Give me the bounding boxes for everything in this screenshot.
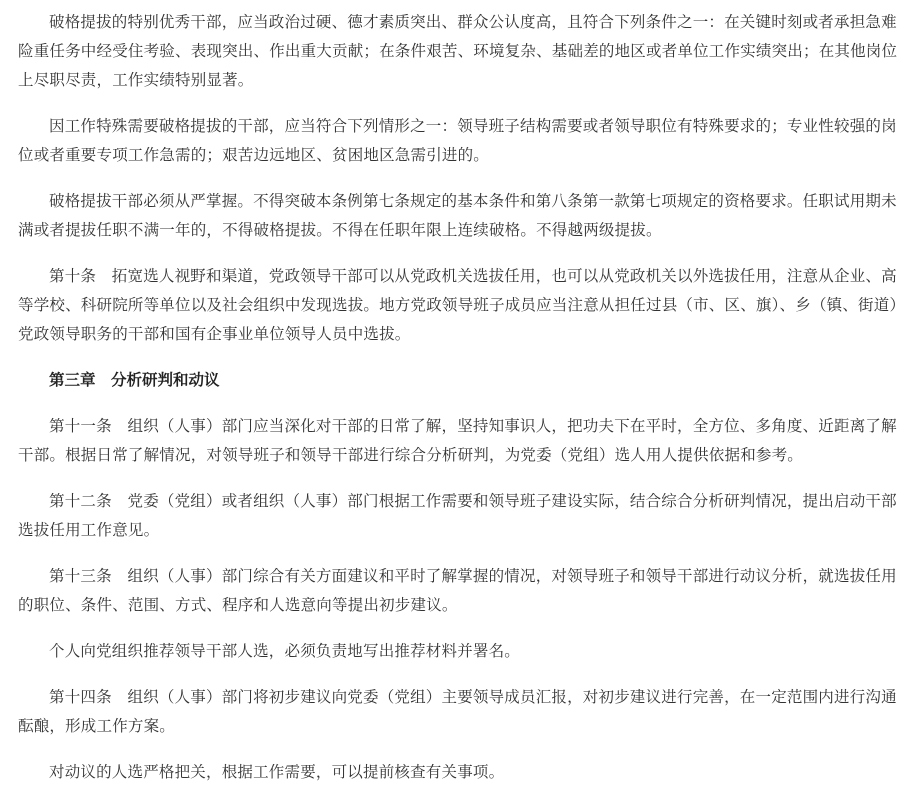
paragraph-gap: [18, 245, 912, 262]
paragraph-gap: [18, 545, 912, 562]
paragraph-gap: [18, 395, 912, 412]
paragraph-gap: [18, 349, 912, 366]
paragraph-gap: [18, 170, 912, 187]
paragraph-gap: [18, 95, 912, 112]
paragraph-candidate-review: 对动议的人选严格把关，根据工作需要，可以提前核查有关事项。: [49, 763, 505, 781]
paragraph-article-13: 第十三条 组织（人事）部门综合有关方面建议和平时了解掌握的情况，对领导班子和领导干部进行动议分析，就选拔任用的职位、条件、范围、方式、程序和人选意向等提出初步建议。: [18, 567, 897, 614]
paragraph-gap: [18, 666, 912, 683]
paragraph-gap: [18, 741, 912, 758]
paragraph-special-needs-promotion: 因工作特殊需要破格提拔的干部，应当符合下列情形之一：领导班子结构需要或者领导职位有特殊要求的；专业性较强的岗位或者重要专项工作急需的；艰苦边远地区、贫困地区急需引进的。: [18, 117, 897, 164]
paragraph-article-14: 第十四条 组织（人事）部门将初步建议向党委（党组）主要领导成员汇报，对初步建议进行完善，在一定范围内进行沟通酝酿，形成工作方案。: [18, 688, 897, 735]
chapter-heading: 第三章 分析研判和动议: [49, 371, 220, 389]
paragraph-personal-recommendation: 个人向党组织推荐领导干部人选，必须负责地写出推荐材料并署名。: [49, 642, 521, 660]
paragraph-article-11: 第十一条 组织（人事）部门应当深化对干部的日常了解，坚持知事识人，把功夫下在平时，全方位、多角度、近距离了解干部。根据日常了解情况，对领导班子和领导干部进行综合分析研判，为党委（党组）选人用人提供依据和参考。: [18, 417, 897, 464]
paragraph-strict-control: 破格提拔干部必须从严掌握。不得突破本条例第七条规定的基本条件和第八条第一款第七项规定的资格要求。任职试用期未满或者提拔任职不满一年的，不得破格提拔。不得在任职年限上连续破格。不得越两级提拔。: [18, 192, 897, 239]
paragraph-article-12: 第十二条 党委（党组）或者组织（人事）部门根据工作需要和领导班子建设实际，结合综合分析研判情况，提出启动干部选拔任用工作意见。: [18, 492, 897, 539]
paragraph-exceptional-promotion-conditions: 破格提拔的特别优秀干部，应当政治过硬、德才素质突出、群众公认度高，且符合下列条件之一：在关键时刻或者承担急难险重任务中经受住考验、表现突出、作出重大贡献；在条件艰苦、环境复杂、基础差的地区或者单位工作实绩突出；在其他岗位上尽职尽责，工作实绩特别显著。: [18, 13, 898, 89]
paragraph-gap: [18, 470, 912, 487]
paragraph-gap: [18, 620, 912, 637]
paragraph-article-10: 第十条 拓宽选人视野和渠道，党政领导干部可以从党政机关选拔任用，也可以从党政机关以外选拔任用，注意从企业、高等学校、科研院所等单位以及社会组织中发现选拔。地方党政领导班子成员应当注意从担任过县（市、区、旗）、乡（镇、街道）党政领导职务的干部和国有企事业单位领导人员中选拔。: [18, 267, 906, 343]
